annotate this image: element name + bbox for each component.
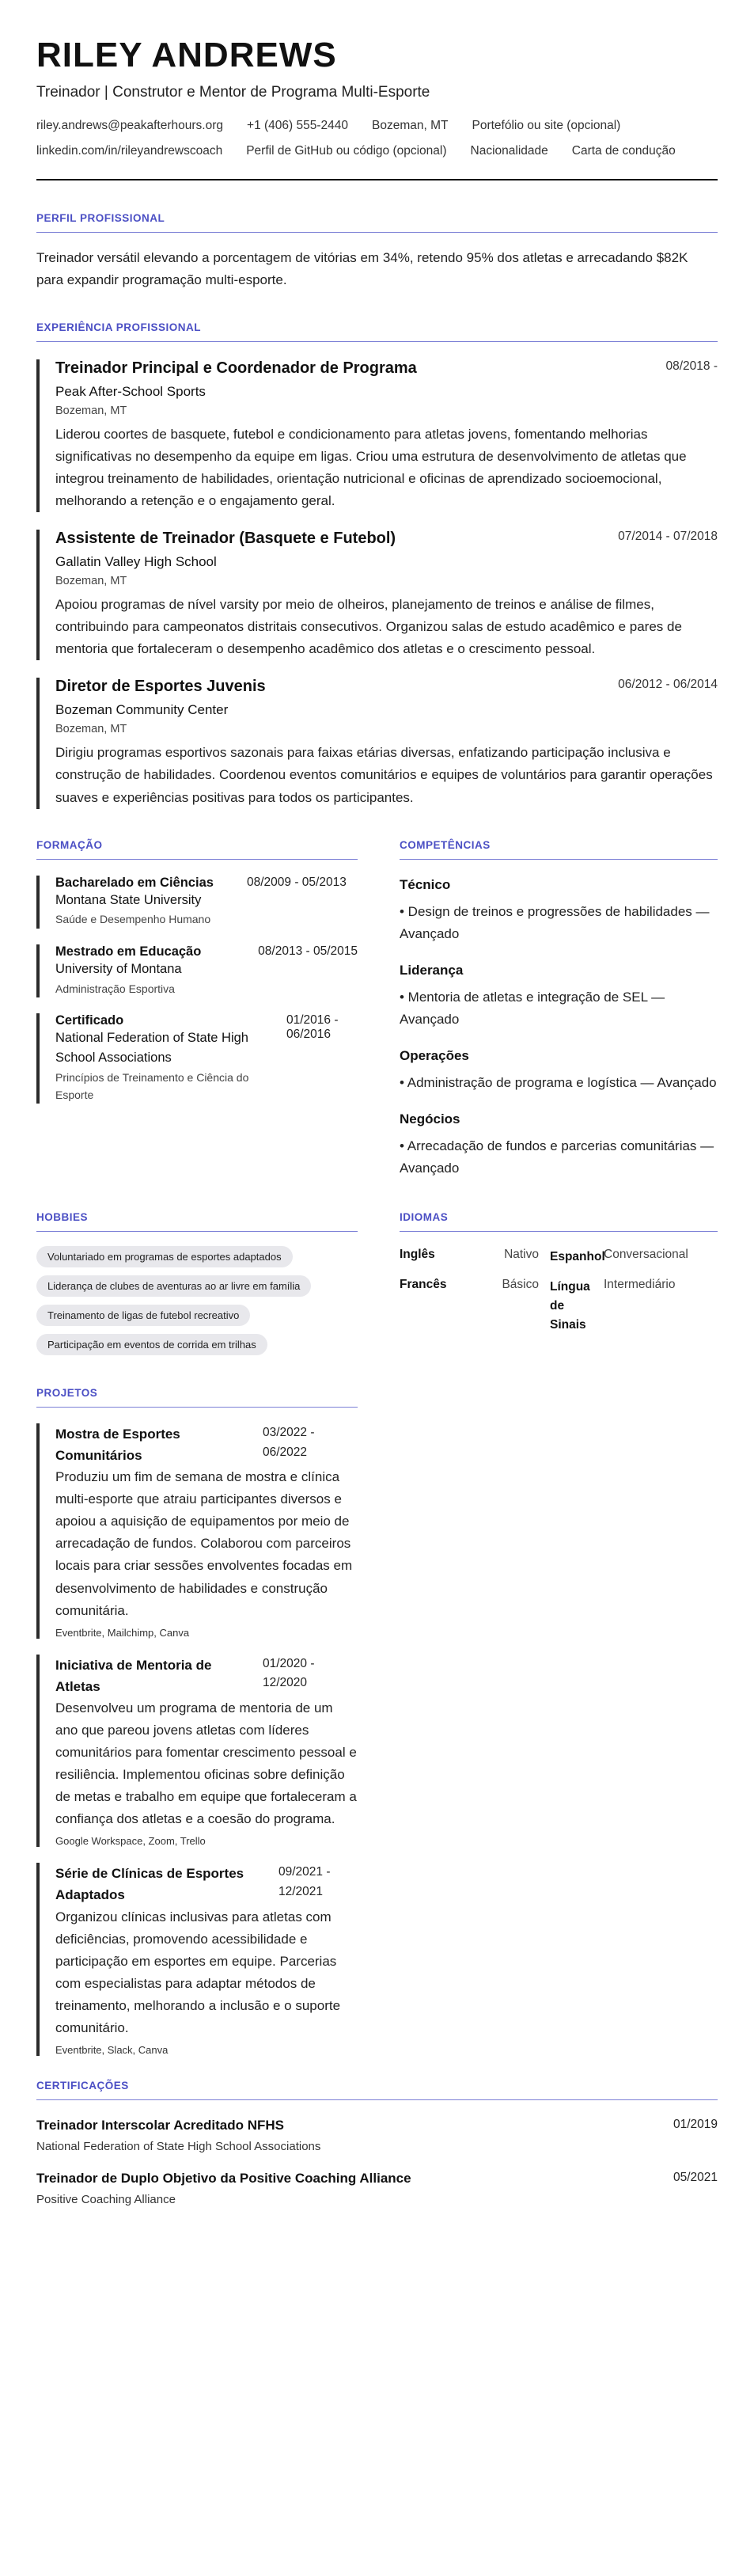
experience-section-title: EXPERIÊNCIA PROFISSIONAL (36, 321, 718, 342)
skill-item: • Administração de programa e logística — Avançado (400, 1074, 717, 1090)
skill-category: Negócios (400, 1111, 460, 1127)
language-level: Intermediário (604, 1277, 676, 1291)
header-divider (36, 179, 718, 180)
language-list (400, 1248, 718, 1335)
education-item (36, 1013, 358, 1104)
hobby-tag: Treinamento de ligas de futebol recreativo (36, 1305, 250, 1326)
education-field: Saúde e Desempenho Humano (55, 913, 211, 926)
language-name: Inglês (400, 1247, 435, 1261)
contact-linkedin[interactable]: linkedin.com/in/rileyandrewscoach (36, 144, 223, 158)
project-tools: Eventbrite, Mailchimp, Canva (55, 1626, 190, 1639)
education-degree: Certificado (55, 1013, 124, 1028)
contact-location: Bozeman, MT (372, 119, 449, 132)
hobbies-section-title: HOBBIES (36, 1211, 358, 1232)
certification-title: Treinador Interscolar Acreditado NFHS (36, 2117, 284, 2133)
education-item (36, 944, 358, 997)
projects-section (36, 1387, 358, 2056)
project-title: Mostra de Esportes Comunitários (55, 1426, 180, 1464)
languages-section (400, 1211, 718, 1363)
certifications-section-title: CERTIFICAÇÕES (36, 2080, 718, 2100)
project-date: 09/2021 - 12/2021 (278, 1865, 331, 1899)
contact-portfolio[interactable]: Portefólio ou site (opcional) (472, 119, 621, 132)
education-skills-row (36, 839, 718, 1180)
contact-email[interactable]: riley.andrews@peakafterhours.org (36, 119, 224, 132)
skill-item: • Mentoria de atletas e integração de SEL — Avançado (400, 989, 665, 1027)
experience-item (36, 359, 718, 512)
language-level: Nativo (504, 1247, 539, 1261)
language-name: Francês (400, 1277, 447, 1291)
skills-section-title: COMPETÊNCIAS (400, 839, 718, 860)
experience-description: Apoiou programas de nível varsity por meio de olheiros, planejamento de treinos e análise de filmes, contribuindo para campeonatos distritais consecutivos. Organizou salas de estudo acadêmico e pares de mentoria que fortaleceram o desempenho acadêmico dos atletas e o crescimento pessoal. (55, 597, 682, 657)
education-school: National Federation of State High School Associations (55, 1031, 248, 1066)
education-degree: Mestrado em Educação (55, 944, 202, 959)
certification-date: 01/2019 (673, 2117, 718, 2131)
hobby-list (36, 1246, 358, 1363)
project-item (36, 1863, 358, 2056)
experience-location: Bozeman, MT (55, 723, 127, 736)
certification-title: Treinador de Duplo Objetivo da Positive Coaching Alliance (36, 2170, 411, 2186)
projects-section-title: PROJETOS (36, 1387, 358, 1408)
certifications-section (36, 2080, 718, 2206)
skill-category: Técnico (400, 876, 451, 892)
contact-github[interactable]: Perfil de GitHub ou código (opcional) (246, 144, 447, 158)
language-name: Espanhol (550, 1249, 605, 1263)
resume-header (36, 38, 718, 180)
skill-category: Liderança (400, 962, 464, 978)
experience-location: Bozeman, MT (55, 575, 127, 588)
language-name: Língua de Sinais (550, 1279, 590, 1332)
candidate-name: RILEY ANDREWS (36, 36, 337, 74)
profile-section-title: PERFIL PROFISSIONAL (36, 212, 718, 233)
experience-company: Gallatin Valley High School (55, 554, 217, 570)
experience-location: Bozeman, MT (55, 405, 127, 418)
certification-item (36, 2118, 718, 2153)
hobbies-section (36, 1211, 358, 1363)
hobby-tag: Voluntariado em programas de esportes adaptados (36, 1246, 293, 1267)
project-description: Organizou clínicas inclusivas para atletas com deficiências, promovendo acessibilidade e participação em esportes em equipe. Parcerias com especialistas para adaptar métodos de treinamento, melhorando a inclusão e o suporte comunitário. (55, 1909, 341, 2035)
contact-list (36, 119, 718, 158)
education-date: 08/2009 - 05/2013 (247, 875, 347, 889)
project-item (36, 1655, 358, 1848)
experience-item (36, 530, 718, 660)
profile-section (36, 212, 718, 291)
project-date: 03/2022 - 06/2022 (263, 1425, 315, 1459)
experience-description: Liderou coortes de basquete, futebol e condicionamento para atletas jovens, fomentando melhorias significativas no desempenho da equipe em ligas. Criou uma estrutura de desenvolvimento de atletas que integrou treinamento de habilidades, orientação nutricional e oficinas de aprendizado socioemocional, melhorando a retenção e o engajamento geral. (55, 427, 687, 509)
skill-category: Operações (400, 1047, 469, 1063)
experience-date: 06/2012 - 06/2014 (618, 678, 718, 692)
certification-item (36, 2171, 718, 2206)
project-date: 01/2020 - 12/2020 (263, 1656, 315, 1690)
skills-section (400, 839, 718, 1180)
experience-role: Diretor de Esportes Juvenis (55, 678, 266, 696)
skill-item: • Arrecadação de fundos e parcerias comunitárias — Avançado (400, 1138, 714, 1176)
hobby-tag: Liderança de clubes de aventuras ao ar livre em família (36, 1275, 311, 1297)
experience-date: 08/2018 - (665, 359, 718, 374)
project-title: Iniciativa de Mentoria de Atletas (55, 1657, 212, 1694)
education-degree: Bacharelado em Ciências (55, 875, 214, 890)
language-level: Básico (502, 1277, 539, 1291)
experience-description: Dirigiu programas esportivos sazonais para faixas etárias diversas, enfatizando participação inclusiva e construção de habilidades. Coordenou eventos comunitários e equipes de voluntários para garantir operações suaves e experiências positivas para todos os participantes. (55, 745, 713, 805)
hobbies-languages-row (36, 1211, 718, 1363)
experience-role: Assistente de Treinador (Basquete e Futebol) (55, 530, 396, 548)
education-date: 01/2016 - 06/2016 (286, 1013, 339, 1042)
education-field: Administração Esportiva (55, 982, 175, 995)
experience-company: Peak After-School Sports (55, 384, 206, 400)
certification-date: 05/2021 (673, 2170, 718, 2184)
project-description: Desenvolveu um programa de mentoria de um ano que pareou jovens atletas com líderes comunitários para fomentar crescimento pessoal e resiliência. Implementou oficinas sobre definição de metas e trabalho em equipe que fortaleceram a confiança dos atletas e a coesão do programa. (55, 1700, 357, 1827)
project-tools: Eventbrite, Slack, Canva (55, 2043, 169, 2056)
profile-summary: Treinador versátil elevando a porcentagem de vitórias em 34%, retendo 95% dos atletas e arrecadando $82K para expandir programação multi-esporte. (36, 250, 688, 288)
language-level: Conversacional (604, 1247, 688, 1261)
experience-item (36, 678, 718, 808)
education-date: 08/2013 - 05/2015 (258, 944, 358, 958)
contact-nationality: Nacionalidade (470, 144, 548, 158)
education-school: University of Montana (55, 962, 182, 976)
project-tools: Google Workspace, Zoom, Trello (55, 1835, 206, 1848)
skill-item: • Design de treinos e progressões de habilidades — Avançado (400, 903, 710, 941)
certification-issuer: National Federation of State High School Associations (36, 2139, 321, 2153)
experience-role: Treinador Principal e Coordenador de Programa (55, 359, 417, 378)
experience-date: 07/2014 - 07/2018 (618, 530, 718, 544)
education-section (36, 839, 358, 1180)
project-item (36, 1423, 358, 1639)
contact-phone[interactable]: +1 (406) 555-2440 (247, 119, 348, 132)
education-section-title: FORMAÇÃO (36, 839, 358, 860)
project-title: Série de Clínicas de Esportes Adaptados (55, 1866, 244, 1903)
hobby-tag: Participação em eventos de corrida em trilhas (36, 1334, 267, 1355)
experience-section (36, 321, 718, 808)
contact-driving-license: Carta de condução (571, 144, 676, 158)
education-school: Montana State University (55, 892, 202, 907)
experience-company: Bozeman Community Center (55, 702, 229, 718)
education-item (36, 876, 358, 929)
languages-section-title: IDIOMAS (400, 1211, 718, 1232)
candidate-subtitle: Treinador | Construtor e Mentor de Programa Multi-Esporte (36, 84, 430, 101)
education-field: Princípios de Treinamento e Ciência do Esporte (55, 1070, 249, 1101)
project-description: Produziu um fim de semana de mostra e clínica multi-esporte que atraiu participantes diversos e apoiou a aquisição de equipamentos por meio de arrecadação de fundos. Colaborou com parceiros locais para criar sessões envolventes focadas em desenvolvimento de habilidades e construção comunitária. (55, 1469, 353, 1618)
certification-issuer: Positive Coaching Alliance (36, 2192, 176, 2206)
